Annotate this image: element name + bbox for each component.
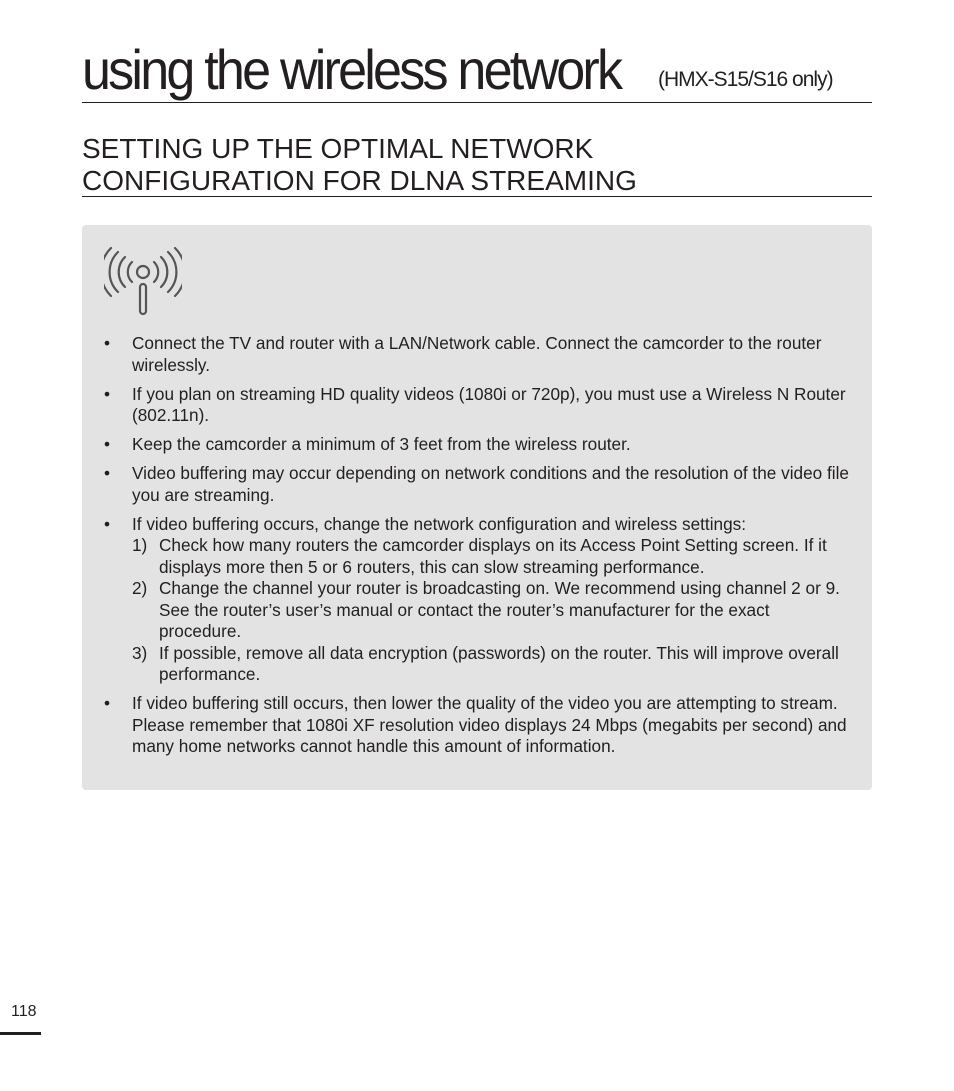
model-note: (HMX-S15/S16 only) [658, 68, 833, 91]
step-text: If possible, remove all data encryption (passwords) on the router. This will improve overall performance. [159, 642, 839, 684]
steps-list [132, 535, 854, 686]
list-item: • If you plan on streaming HD quality videos (1080i or 720p), you must use a Wireless N Router (802.11n). [104, 384, 854, 427]
step-item [132, 535, 854, 578]
list-item: • Keep the camcorder a minimum of 3 feet from the wireless router. [104, 434, 854, 456]
list-item: • Video buffering may occur depending on network conditions and the resolution of the video file you are streaming. [104, 463, 854, 506]
step-text: Check how many routers the camcorder displays on its Access Point Setting screen. If it displays more then 5 or 6 routers, this can slow streaming performance. [159, 535, 827, 577]
list-item: • Connect the TV and router with a LAN/Network cable. Connect the camcorder to the router wirelessly. [104, 333, 854, 376]
wireless-signal-icon [104, 245, 182, 321]
step-text: Change the channel your router is broadcasting on. We recommend using channel 2 or 9. See the router’s user’s manual or contact the router’s manufacturer for the exact procedure. [159, 578, 840, 641]
page-title: using the wireless network [82, 38, 621, 101]
section-heading-line-2: CONFIGURATION FOR DLNA STREAMING [82, 165, 637, 196]
tips-panel [82, 225, 872, 790]
step-number: 2) [132, 578, 148, 598]
step-item [132, 578, 854, 643]
step-number: 1) [132, 535, 148, 555]
section-heading-line-1: SETTING UP THE OPTIMAL NETWORK [82, 133, 594, 164]
page-number: 118 [11, 1003, 37, 1020]
list-item: • If video buffering still occurs, then lower the quality of the video you are attempting to stream. Please remember that 1080i XF resolution video displays 24 Mbps (megabits per second) and many home networks cannot handle this amount of information. [104, 693, 854, 758]
section-heading [82, 133, 872, 197]
page-header [82, 38, 872, 103]
step-item [132, 643, 854, 686]
page-number-rule [0, 1032, 41, 1035]
tips-list [104, 333, 854, 765]
list-item: • If video buffering occurs, change the network configuration and wireless settings: 1) Check how many routers the camcorder displays on its Access Point Setting screen. If it displays more then 5 or 6 routers, this can slow streaming performance. 2) Change the channel your router is broadcasting on. We recommend using channel 2 or 9. See the router’s user’s manual or contact the router’s manufacturer for the exact procedure. 3) If possible, remove all data encryption (passwords) on the router. This will improve overall performance. [104, 514, 854, 686]
step-number: 3) [132, 642, 148, 663]
